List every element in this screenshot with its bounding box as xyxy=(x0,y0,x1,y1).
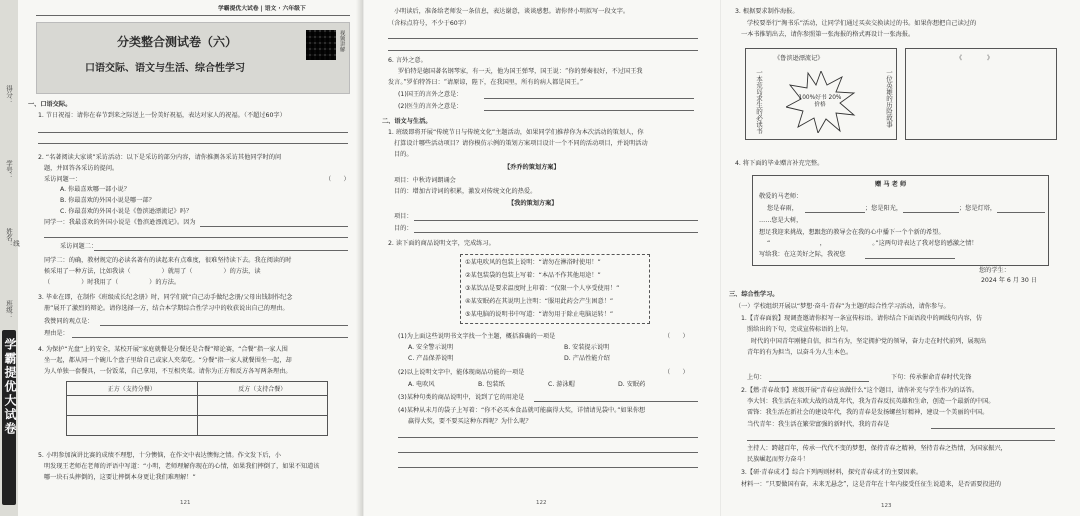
answer-line[interactable] xyxy=(200,226,348,227)
answer-line[interactable] xyxy=(38,143,348,144)
c1-b: 照给出的下句，完成宣传标语的上句。 xyxy=(747,326,853,333)
farewell-tree: ……您是大树， xyxy=(759,217,803,224)
c3-a: 3.【研·青春成才】综合下列两则材料，探究青春成才的主要因素。 xyxy=(741,469,923,476)
plan-project-label: 项目： xyxy=(394,213,413,220)
seal-line-label: 线 xyxy=(12,240,20,247)
answer-line[interactable] xyxy=(484,98,694,99)
c1-lower-line: 下句：传承催命青春时代先锋 xyxy=(891,374,972,381)
answer-line[interactable] xyxy=(997,212,1045,213)
q2-option-a: A. 你最喜欢哪一部小说？ xyxy=(60,186,130,193)
plan-purpose-example: 目的：增加古诗词的积累，激发对传统文化的热爱。 xyxy=(394,188,537,195)
product-note-1: ①某电吹风的包装上说明：“请勿在淋浴时使用！” xyxy=(465,259,601,266)
farewell-title: 赠 马 老 师 xyxy=(875,181,907,188)
c2-modern-youth: 当代青年：我生活在繁荣富强的新时代，我的青春是 xyxy=(747,421,890,428)
q6-story-b: 发言。”罗伯特答曰：“请原谅，陛下，在我国里，所有的病人都是国王。” xyxy=(388,79,584,86)
c2-host-a: 主持人：跨越百年，传承一代代不变的梦想，保持青春之精神，坚持青春之热情，为国家振兴， xyxy=(747,445,1007,452)
q2-option-c: C. 你最喜欢的外国小说是《鲁滨逊漂流记》吗？ xyxy=(60,208,193,215)
section-2-heading: 二、语文与生活。 xyxy=(382,118,432,125)
title-banner xyxy=(36,22,350,94)
c2-host-b: 民族崛起而努力奋斗！ xyxy=(747,456,809,463)
q6-q1: (1)国王的言外之意是： xyxy=(398,91,463,98)
c1-upper-label: 上句： xyxy=(747,374,766,381)
test-subtitle: 口语交际、语文与生活、综合性学习 xyxy=(85,63,245,74)
brand-vertical: 学霸提优大试卷 xyxy=(3,338,17,436)
table-cell[interactable] xyxy=(67,396,198,416)
plan-purpose-label: 目的： xyxy=(394,225,413,232)
page-number: 123 xyxy=(881,503,892,509)
s2-q2-2: (2)以上说明文字中，能体现商品功能的一项是 xyxy=(398,369,525,376)
page-121 xyxy=(0,0,363,516)
q2-student-2c: （ ）时我用了（ ）的方法。 xyxy=(44,279,181,286)
q2-option-b: B. 你最喜欢的外国小说是哪一部？ xyxy=(60,197,155,204)
c1-passage-b: 青年的有为担当，以奋斗为人生本色。 xyxy=(747,349,853,356)
product-notes-box xyxy=(460,254,650,324)
farewell-spring-rain: 您是春雨， xyxy=(767,205,798,212)
debate-table xyxy=(66,381,328,436)
table-header-con: 反方（支持合餐） xyxy=(197,382,328,396)
poster-my-title: 《 》 xyxy=(956,55,994,62)
header-rule xyxy=(36,15,350,16)
farewell-card xyxy=(752,175,1049,266)
c-intro: （一）学校组织开展以“梦想·奋斗·青春”为主题的综合性学习活动，请你参与。 xyxy=(735,303,950,310)
q2-student-1: 同学一：我最喜欢的外国小说是《鲁滨逊漂流记》。因为 xyxy=(44,219,196,226)
poster-my-design[interactable] xyxy=(905,48,1057,140)
q5-text-c: 哪一块石头摔倒的，这要让摔倒本身更让我们难理解！” xyxy=(44,474,196,481)
test-title: 分类整合测试卷（六） xyxy=(117,35,238,49)
answer-line[interactable] xyxy=(903,212,959,213)
q6-story-a: 罗伯特是德国著名钢琴家，有一天，他为国王弹琴，国王说：“你的弹奏很好，不过国王我 xyxy=(398,68,643,75)
s2-q2-2-paren: （ ） xyxy=(664,369,689,376)
answer-line[interactable] xyxy=(414,232,698,233)
q2-interview-1: 采访问题一： xyxy=(44,176,82,183)
q4-heading: 4. 将下面的毕业赠言补充完整。 xyxy=(735,160,824,167)
name-label: 姓名： xyxy=(5,228,13,248)
product-note-4: ④某安眠药在其说明上注明：“服用此药会产生困意！” xyxy=(465,298,614,305)
q4-text-a: 4. 为保护“光盘”上的安全，某校开展“家庭就餐是分餐还是合餐”辩论赛，“合餐”指一家人围 xyxy=(38,346,288,353)
farewell-sunshine: ；您是阳光， xyxy=(865,205,903,212)
farewell-signature: 您的学生： xyxy=(979,267,1010,274)
s2-q2-4-b: 赢得大奖，要不要买这种东西呢？为什么呢？ xyxy=(408,418,532,425)
c1-a: 1.【青春面貌】现调查邀请你拟写一条宣传标语。请你结合下面语段中的画线句内容，仿 xyxy=(741,315,983,322)
c2-a: 2.【燃·青春故事】班级开展“青春应该做什么”这个题目，请你补充与学生作为的话答。 xyxy=(741,387,979,394)
farewell-lighthouse: ；您是灯塔， xyxy=(959,205,997,212)
page-122 xyxy=(364,0,720,516)
poster-book-title: 《鲁滨逊漂流记》 xyxy=(774,55,824,62)
q2-student-2b: 候采用了一种方法，比如我读（ ）就用了（ ）的方法，读 xyxy=(44,268,261,275)
plan-heading-qiaoqiao: 【乔乔的策划方案】 xyxy=(504,164,560,171)
q3-text-a: 学校要举行“淘书乐”活动，让同学们通过买卖交换读过的书。如果你想把自己读过的 xyxy=(747,20,977,27)
c3-material-1: 材料一：“只要做国有奋，未来无悬念”，这是青年在十年内接受任征生说道来，是否需要投进的 xyxy=(741,481,1002,488)
farewell-body: 想足我迎来挑战，想跟您的教导会在我的心中播下一个个新的希望。 xyxy=(759,229,945,236)
answer-line[interactable] xyxy=(38,132,348,133)
answer-line[interactable] xyxy=(94,250,348,251)
q6-q2: (2)医生的言外之意是： xyxy=(398,103,463,110)
s2-q2-4-a: (4)某种从未月的袋子上写着：“你不必买本食品就可能赢得大奖，详情请见袋中。”如果你想 xyxy=(398,407,646,414)
answer-line[interactable] xyxy=(931,428,1055,429)
s2-q1-c: 目的。 xyxy=(394,151,413,158)
q4-text-b: 坐一起，都从同一个碗儿个盘子里给自己或家人夹菜吃。“分餐”指一家人就餐围坐一起，却 xyxy=(44,357,292,364)
answer-line[interactable] xyxy=(747,440,1055,441)
s2-q2: 2. 读下面的商品说明文字，完成练习。 xyxy=(388,240,495,247)
student-no-label: 学号： xyxy=(5,160,13,180)
farewell-poem: “ ， 。”这两句诗表达了我对您的感激之情！ xyxy=(767,240,978,247)
option-a[interactable]: A. 电吹风 xyxy=(408,381,435,388)
table-cell[interactable] xyxy=(197,396,328,416)
q3-reason-label: 理由是： xyxy=(44,330,69,337)
qr-code-icon[interactable] xyxy=(306,30,336,60)
q3-text-a: 3. 毕业在即，在制作《班级成长纪念册》时，同学们就“自己动手做纪念册/父母出钱制作纪念 xyxy=(38,294,293,301)
q6-heading: 6. 言外之意。 xyxy=(388,57,427,64)
answer-line[interactable] xyxy=(398,467,698,468)
answer-line[interactable] xyxy=(398,452,698,453)
q4-text-c: 为人单独一套餐具，一份饭菜，自己拿用，不互相夹菜。请你为正方和反方各写两条理由。 xyxy=(44,368,292,375)
page-number: 122 xyxy=(536,500,547,506)
farewell-wish: 写给我：在这美好之际，我祝您 xyxy=(759,251,846,258)
c2-lei-feng: 雷锋：我生活在新社会的建设年代，我的青春是发扬螺丝钉精神，建设一个美丽的中国。 xyxy=(747,409,989,416)
section-1-heading: 一、口语交际。 xyxy=(28,101,72,108)
product-note-3: ③某饮品是要求温度时上印着：“仅限一个人享受使用！” xyxy=(465,285,620,292)
s2-q2-1: (1)为上面这些说明书文字找一个主题，概括准确的一项是 xyxy=(398,333,556,340)
product-note-5: ⑤某电脑的说明书中写道：“请勿用于除止电脑运转！” xyxy=(465,311,614,318)
page-number: 121 xyxy=(180,500,191,506)
option-b[interactable]: B. 安装提示说明 xyxy=(564,344,610,351)
q5-text-a: 5. 小明参加演讲比赛的成绩不理想，十分懊恼，在作文中表达懊悔之情。作文发下后，小 xyxy=(38,452,281,459)
answer-line[interactable] xyxy=(805,212,865,213)
answer-line[interactable] xyxy=(414,220,698,221)
s2-q2-1-paren: （ ） xyxy=(664,333,689,340)
answer-line[interactable] xyxy=(769,381,869,382)
option-a[interactable]: A. 安全警示说明 xyxy=(408,344,454,351)
c2-li-dazhao: 李大钊：我生活在东欧大战的动乱年代，我为青春反抗英雄和生命，创造一个最新的中国。 xyxy=(747,398,995,405)
poster-left-slogan: 一本荒岛求生的必读书 xyxy=(755,69,763,134)
brand-bar xyxy=(2,330,16,505)
poster-burst-text: 100%好书 20%价格 xyxy=(798,95,842,108)
s2-q1-b: 打算设计哪些活动项目？请你模仿示例的策划方案项目设计一个不同的活动项目，并说明活动 xyxy=(394,140,648,147)
plan-project-example: 项目：中秋诗词朗诵会 xyxy=(394,177,456,184)
page-123 xyxy=(721,0,1080,516)
option-d[interactable]: D. 安眠药 xyxy=(618,381,646,388)
q2-interview-2: 采访问题二： xyxy=(60,243,98,250)
q2-student-2a: 同学二：的确，教材规定的必读名著有的读起来有点难度，很难坚持读下去。我在阅读的时 xyxy=(44,257,292,264)
q5-text-b: 明发现王老师在老师的评语中写道：“小明，老师理解你现在的心情，如果我们摔倒了，如果不知道该 xyxy=(44,463,320,470)
option-c[interactable]: C. 游泳帽 xyxy=(548,381,575,388)
table-cell[interactable] xyxy=(197,416,328,436)
farewell-greeting: 敬爱的马老师： xyxy=(759,193,803,200)
c1-passage-a: 时代的中国青年刚健自信，担当有为，坚定拥护党的领导，奋力走在时代前列，展现出 xyxy=(751,338,987,345)
answer-line[interactable] xyxy=(44,237,348,238)
option-c[interactable]: C. 产品保养说明 xyxy=(408,355,454,362)
answer-line[interactable] xyxy=(398,437,698,438)
answer-line[interactable] xyxy=(865,258,955,259)
q3-text-b: 一本书推销出去，请你参照第一张海报的格式再设计一张海报。 xyxy=(741,31,915,38)
q2-text-a: 2. “名著阅读大家谈”采访活动：以下是采访的部分内容，请你推测各采访其他同学时的问 xyxy=(38,154,282,161)
q2-text-b: 题，并回答各采访的提问。 xyxy=(44,165,119,172)
top-tag: 学霸提优大试卷 | 语文 · 六年级下 xyxy=(218,6,306,12)
class-label: 班级： xyxy=(5,300,13,320)
answer-line[interactable] xyxy=(534,401,698,402)
section-3-heading: 三、综合性学习。 xyxy=(729,291,779,298)
answer-line[interactable] xyxy=(388,50,698,51)
plan-heading-mine: 【我的策划方案】 xyxy=(508,200,558,207)
poster-example xyxy=(745,48,897,140)
page-fold xyxy=(356,0,363,516)
table-cell[interactable] xyxy=(67,416,198,436)
poster-right-slogan: 一位英雄的历险故事 xyxy=(885,69,893,128)
farewell-date: 2024 年 6 月 30 日 xyxy=(981,277,1037,284)
q2-answer-paren: （ ） xyxy=(325,176,350,183)
score-label: 得分： xyxy=(5,85,13,105)
s2-q2-3: (3)某种句类的商品说明中，说到了它的用途是 xyxy=(398,394,525,401)
answer-line[interactable] xyxy=(72,337,348,338)
qr-label: 视频讲解 xyxy=(338,30,345,52)
q3-text-b: 册”展开了激烈的辩论。请你选择一方，结合本学期综合性学习中的收获说出自己的理由。 xyxy=(44,305,289,312)
answer-line[interactable] xyxy=(388,38,698,39)
q3-heading: 3. 根据要求制作海报。 xyxy=(735,8,799,15)
q1-text: 1. 节日祝福：请你在春节到来之际送上一份美好祝福，表达对家人的祝福。（不超过60字） xyxy=(38,112,286,119)
option-b[interactable]: B. 包装纸 xyxy=(478,381,505,388)
product-note-2: ②某包装袋的包装上写着：“本品不作其他用途！” xyxy=(465,272,601,279)
table-header-pro: 正方（支持分餐） xyxy=(67,382,198,396)
answer-line[interactable] xyxy=(484,110,694,111)
option-d[interactable]: D. 产品性能介绍 xyxy=(564,355,610,362)
q3-view-label: 我赞同的观点是： xyxy=(44,318,94,325)
p2-intro: 小明读后，准备给老师发一条信息，表达谢意，谈谈感想。请你替小明拟写一段文字。 xyxy=(394,8,630,15)
p2-intro-note: （含标点符号，不少于60字） xyxy=(388,20,471,27)
s2-q1-a: 1. 班级即将开展“传统节日与传统文化”主题活动，如果同学们推荐你为本次活动的策划人，你 xyxy=(388,129,644,136)
answer-line[interactable] xyxy=(100,325,348,326)
